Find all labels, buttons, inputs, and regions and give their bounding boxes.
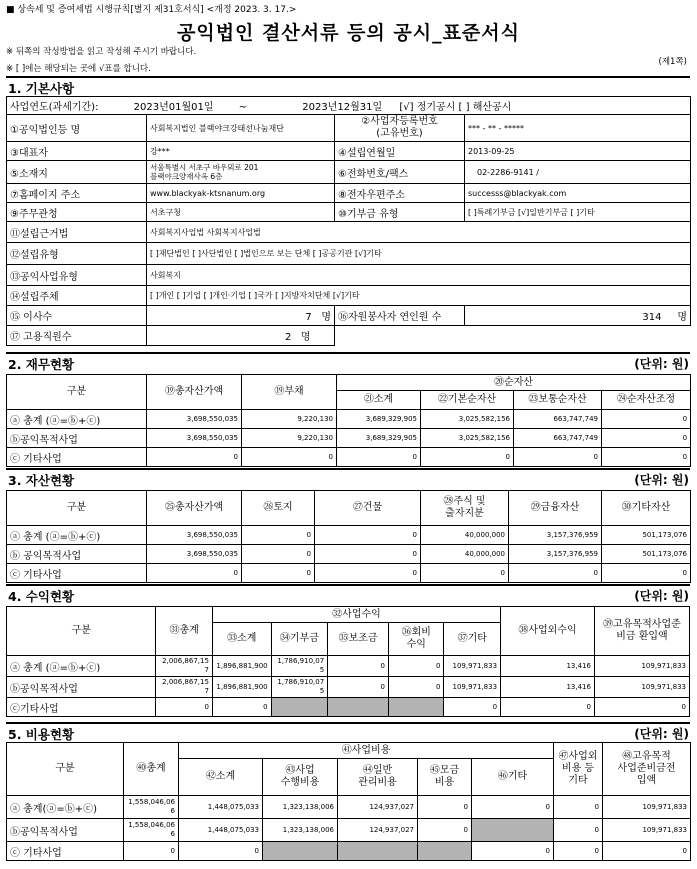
table-row (7, 545, 691, 564)
volunteers-value: 314 (642, 312, 662, 323)
assets-cell: 3,157,376,959 (509, 545, 602, 564)
finance-cell: 3,025,582,156 (421, 410, 514, 429)
biz-reg-label: ②사업자등록번호 (고유번호) (335, 115, 465, 142)
income-cell: 13,416 (501, 656, 595, 677)
homepage-value: www.blackyak-ktsnanum.org (147, 184, 335, 203)
finance-cell: 0 (421, 448, 514, 467)
assets-cell: 0 (315, 526, 421, 545)
finance-cell: 3,698,550,035 (147, 410, 242, 429)
expense-cell-disabled (472, 819, 554, 842)
volunteers-label: ⑯자원봉사자 연인원 수 (335, 306, 465, 326)
income-cell: 1,896,881,900 (212, 656, 271, 677)
table-row (7, 526, 691, 545)
assets-cell: 40,000,000 (421, 526, 509, 545)
directors-unit: 명 (321, 312, 331, 323)
staff-label: ⑰ 고용직원수 (7, 326, 147, 346)
expense-cell: 0 (179, 842, 263, 861)
table-row (7, 410, 691, 429)
table-row (7, 564, 691, 583)
income-cell: 1,786,910,075 (271, 656, 328, 677)
table-row (7, 819, 691, 842)
income-cell-disabled (389, 698, 444, 717)
expense-table (6, 742, 691, 861)
finance-cell: 0 (602, 448, 691, 467)
income-h-business: ㉜사업수익 (212, 607, 500, 623)
address-label: ⑤소재지 (7, 161, 147, 184)
expense-cell-disabled (418, 842, 472, 861)
founder-label: ⑭설립주체 (7, 286, 147, 306)
public-biz-type-label: ⑬공익사업유형 (7, 265, 147, 286)
staff-unit: 명 (300, 332, 311, 343)
finance-row-label: ⓒ 기타사업 (7, 448, 147, 467)
expense-h-other: ㊻기타 (472, 759, 554, 796)
income-h-other: ㊲기타 (444, 623, 501, 656)
income-row-label: ⓑ공익목적사업 (7, 677, 156, 698)
expense-cell: 0 (554, 842, 603, 861)
email-value: successs@blackyak.com (465, 184, 691, 203)
disclosure-type: [√] 정기공시 [ ] 해산공시 (399, 102, 512, 113)
finance-cell: 0 (514, 448, 602, 467)
assets-cell: 0 (602, 564, 691, 583)
finance-cell: 0 (147, 448, 242, 467)
biz-reg-value: *** - ** - ***** (465, 115, 691, 142)
expense-h-category: 구분 (7, 743, 124, 796)
assets-h-financial: ㉙금융자산 (509, 491, 602, 526)
basic-info-table (6, 96, 691, 346)
income-cell: 1,786,910,075 (271, 677, 328, 698)
assets-table (6, 490, 691, 583)
page-title: 공익법인 결산서류 등의 공시_표준서식 (176, 22, 520, 44)
table-row (7, 796, 691, 819)
income-h-subtotal: ㉝소계 (212, 623, 271, 656)
assets-cell: 3,157,376,959 (509, 526, 602, 545)
income-cell: 2,006,867,157 (156, 656, 213, 677)
income-cell: 0 (501, 698, 595, 717)
expense-cell-disabled (338, 842, 418, 861)
assets-row-label: ⓑ 공익목적사업 (7, 545, 147, 564)
finance-cell: 0 (242, 448, 337, 467)
income-h-total: ㉛총계 (156, 607, 213, 656)
public-biz-type-value: 사회복지 (147, 265, 691, 286)
expense-cell: 0 (554, 796, 603, 819)
expense-cell: 124,937,027 (338, 819, 418, 842)
finance-h-total-assets: ⑲총자산가액 (147, 375, 242, 410)
finance-cell: 3,689,329,905 (337, 429, 421, 448)
expense-row-label: ⓒ 기타사업 (7, 842, 124, 861)
finance-h-basic-net: ㉒기본순자산 (421, 391, 514, 410)
income-row-label: ⓐ 총계 (ⓐ=ⓑ+ⓒ) (7, 656, 156, 677)
fiscal-year-tilde: ~ (238, 102, 248, 113)
income-cell: 0 (328, 656, 389, 677)
income-h-donation: ㉞기부금 (271, 623, 328, 656)
finance-cell: 663,747,749 (514, 410, 602, 429)
assets-cell: 501,173,076 (602, 526, 691, 545)
income-cell: 109,971,833 (444, 656, 501, 677)
assets-cell: 0 (315, 545, 421, 564)
assets-cell: 3,698,550,035 (147, 526, 242, 545)
assets-cell: 0 (147, 564, 242, 583)
org-name-value: 사회복지법인 블랙야크강태선나눔재단 (147, 115, 335, 142)
assets-cell: 0 (421, 564, 509, 583)
expense-cell: 1,558,046,066 (124, 796, 179, 819)
table-row (7, 698, 690, 717)
finance-cell: 3,698,550,035 (147, 429, 242, 448)
address-value: 서울특별시 서초구 바우뫼로 201 블랙야크양재사옥 6층 (147, 161, 335, 184)
income-cell: 0 (444, 698, 501, 717)
expense-cell: 0 (124, 842, 179, 861)
table-row (7, 842, 691, 861)
expense-cell: 1,448,075,033 (179, 796, 263, 819)
assets-unit: (단위: 원) (634, 473, 689, 487)
assets-row-label: ⓒ 기타사업 (7, 564, 147, 583)
representative-value: 강*** (147, 142, 335, 161)
income-cell: 109,971,833 (594, 677, 689, 698)
income-cell: 13,416 (501, 677, 595, 698)
table-row (7, 448, 691, 467)
founded-date-value: 2013-09-25 (465, 142, 691, 161)
assets-h-total: ㉕총자산가액 (147, 491, 242, 526)
expense-cell: 1,558,046,066 (124, 819, 179, 842)
income-h-category: 구분 (7, 607, 156, 656)
income-cell: 109,971,833 (594, 656, 689, 677)
income-cell: 1,896,881,900 (212, 677, 271, 698)
expense-h-business: ㊶사업비용 (179, 743, 554, 759)
law-reference: ■ 상속세 및 증여세법 시행규칙[별지 제31호서식] <개정 2023. 3. 17.> (6, 5, 297, 15)
volunteers-unit: 명 (677, 312, 688, 323)
section-finance-title: 2. 재무현황 (8, 357, 75, 372)
income-cell: 0 (156, 698, 213, 717)
expense-cell: 109,971,833 (603, 819, 691, 842)
finance-cell: 3,025,582,156 (421, 429, 514, 448)
assets-cell: 0 (242, 526, 315, 545)
assets-h-stocks: ㉘주식 및 출자지분 (421, 491, 509, 526)
expense-cell: 0 (418, 819, 472, 842)
income-h-subsidy: ㉟보조금 (328, 623, 389, 656)
phone-fax-value: 02-2286-9141 / (465, 161, 691, 184)
staff-empty (335, 326, 691, 346)
volunteers-value-cell (465, 306, 691, 326)
expense-cell: 1,448,075,033 (179, 819, 263, 842)
expense-cell: 0 (472, 842, 554, 861)
expense-h-admin: ㊹일반 관리비용 (338, 759, 418, 796)
assets-h-building: ㉗건물 (315, 491, 421, 526)
income-cell: 109,971,833 (444, 677, 501, 698)
assets-cell: 0 (242, 545, 315, 564)
section-expense-title: 5. 비용현황 (8, 727, 75, 742)
table-row (7, 429, 691, 448)
income-cell: 2,006,867,157 (156, 677, 213, 698)
fiscal-year-from: 2023년01월01일 (133, 102, 214, 113)
table-row (7, 677, 690, 698)
directors-label: ⑮ 이사수 (7, 306, 147, 326)
assets-cell: 3,698,550,035 (147, 545, 242, 564)
founding-type-label: ⑫설립유형 (7, 243, 147, 265)
assets-row-label: ⓐ 총계 (ⓐ=ⓑ+ⓒ) (7, 526, 147, 545)
finance-cell: 3,689,329,905 (337, 410, 421, 429)
legal-basis-value: 사회복지사업법 사회복지사업법 (147, 222, 691, 243)
expense-cell: 124,937,027 (338, 796, 418, 819)
finance-h-general-net: ㉓보통순자산 (514, 391, 602, 410)
finance-h-adjust: ㉔순자산조정 (602, 391, 691, 410)
expense-cell: 1,323,138,006 (263, 796, 338, 819)
authority-label: ⑨주무관청 (7, 203, 147, 222)
expense-cell: 0 (418, 796, 472, 819)
assets-h-category: 구분 (7, 491, 147, 526)
founder-value: [ ]개인 [ ]기업 [ ]개인·기업 [ ]국가 [ ]지방자치단체 [√]기타 (147, 286, 691, 306)
instruction-note-1: ※ 뒤쪽의 작성방법을 읽고 작성해 주시기 바랍니다. (6, 47, 197, 57)
donation-type-value: [ ]특례기부금 [√]일반기부금 [ ]기타 (465, 203, 691, 222)
staff-value-cell (147, 326, 335, 346)
expense-cell: 1,323,138,006 (263, 819, 338, 842)
finance-h-subtotal: ㉑소계 (337, 391, 421, 410)
finance-cell: 0 (602, 429, 691, 448)
income-cell-disabled (328, 698, 389, 717)
representative-label: ③대표자 (7, 142, 147, 161)
assets-cell: 40,000,000 (421, 545, 509, 564)
founded-date-label: ④설립연월일 (335, 142, 465, 161)
income-h-nonbiz: ㊳사업외수익 (501, 607, 595, 656)
finance-row-label: ⓑ공익목적사업 (7, 429, 147, 448)
finance-h-category: 구분 (7, 375, 147, 410)
income-row-label: ⓒ기타사업 (7, 698, 156, 717)
assets-cell: 0 (242, 564, 315, 583)
assets-cell: 501,173,076 (602, 545, 691, 564)
expense-h-reserve: ㊽고유목적 사업준비금전 입액 (603, 743, 691, 796)
expense-h-nonbiz: ㊼사업외 비용 등 기타 (554, 743, 603, 796)
finance-h-liabilities: ⑲부채 (242, 375, 337, 410)
assets-h-other: ㉚기타자산 (602, 491, 691, 526)
assets-h-land: ㉖토지 (242, 491, 315, 526)
phone-fax-label: ⑥전화번호/팩스 (335, 161, 465, 184)
expense-h-total: ㊵총계 (124, 743, 179, 796)
expense-row-label: ⓐ 총계(ⓐ=ⓑ+ⓒ) (7, 796, 124, 819)
expense-cell: 109,971,833 (603, 796, 691, 819)
expense-cell: 0 (603, 842, 691, 861)
finance-cell: 9,220,130 (242, 429, 337, 448)
income-unit: (단위: 원) (634, 589, 689, 603)
expense-unit: (단위: 원) (634, 727, 689, 741)
finance-table (6, 374, 691, 467)
expense-h-operation: ㊸사업 수행비용 (263, 759, 338, 796)
expense-h-subtotal: ㊷소계 (179, 759, 263, 796)
income-table (6, 606, 690, 717)
income-h-fees: ㊱회비 수익 (389, 623, 444, 656)
finance-cell: 0 (602, 410, 691, 429)
finance-cell: 9,220,130 (242, 410, 337, 429)
income-cell: 0 (594, 698, 689, 717)
fiscal-year-row (7, 97, 691, 115)
section-basic-title: 1. 기본사항 (8, 81, 75, 96)
directors-value: 7 (305, 312, 312, 323)
fiscal-year-label: 사업연도(과세기간): (10, 102, 99, 113)
income-cell: 0 (389, 656, 444, 677)
legal-basis-label: ⑪설립근거법 (7, 222, 147, 243)
expense-cell: 0 (472, 796, 554, 819)
page-number: (제1쪽) (658, 57, 687, 67)
staff-value: 2 (285, 332, 292, 343)
fiscal-year-to: 2023년12월31일 (302, 102, 383, 113)
expense-cell-disabled (263, 842, 338, 861)
section-assets-title: 3. 자산현황 (8, 473, 75, 488)
email-label: ⑧전자우편주소 (335, 184, 465, 203)
expense-row-label: ⓑ공익목적사업 (7, 819, 124, 842)
income-cell: 0 (328, 677, 389, 698)
finance-unit: (단위: 원) (634, 357, 689, 371)
finance-row-label: ⓐ 총계 (ⓐ=ⓑ+ⓒ) (7, 410, 147, 429)
finance-cell: 0 (337, 448, 421, 467)
finance-cell: 663,747,749 (514, 429, 602, 448)
income-cell-disabled (271, 698, 328, 717)
donation-type-label: ⑩기부금 유형 (335, 203, 465, 222)
section-income-title: 4. 수익현황 (8, 589, 75, 604)
table-row (7, 656, 690, 677)
assets-cell: 0 (509, 564, 602, 583)
expense-cell: 0 (554, 819, 603, 842)
expense-h-fundraising: ㊺모금 비용 (418, 759, 472, 796)
founding-type-value: [ ]재단법인 [ ]사단법인 [ ]법인으로 보는 단체 [ ]공공기관 [√]기타 (147, 243, 691, 265)
instruction-note-2: ※ [ ]에는 해당되는 곳에 √표를 합니다. (6, 64, 151, 74)
income-cell: 0 (212, 698, 271, 717)
income-cell: 0 (389, 677, 444, 698)
directors-value-cell (147, 306, 335, 326)
homepage-label: ⑦홈페이지 주소 (7, 184, 147, 203)
income-h-reserve: ㊴고유목적사업준 비금 환입액 (594, 607, 689, 656)
finance-h-net-assets: ⑳순자산 (337, 375, 691, 391)
authority-value: 서초구청 (147, 203, 335, 222)
assets-cell: 0 (315, 564, 421, 583)
org-name-label: ①공익법인등 명 (7, 115, 147, 142)
